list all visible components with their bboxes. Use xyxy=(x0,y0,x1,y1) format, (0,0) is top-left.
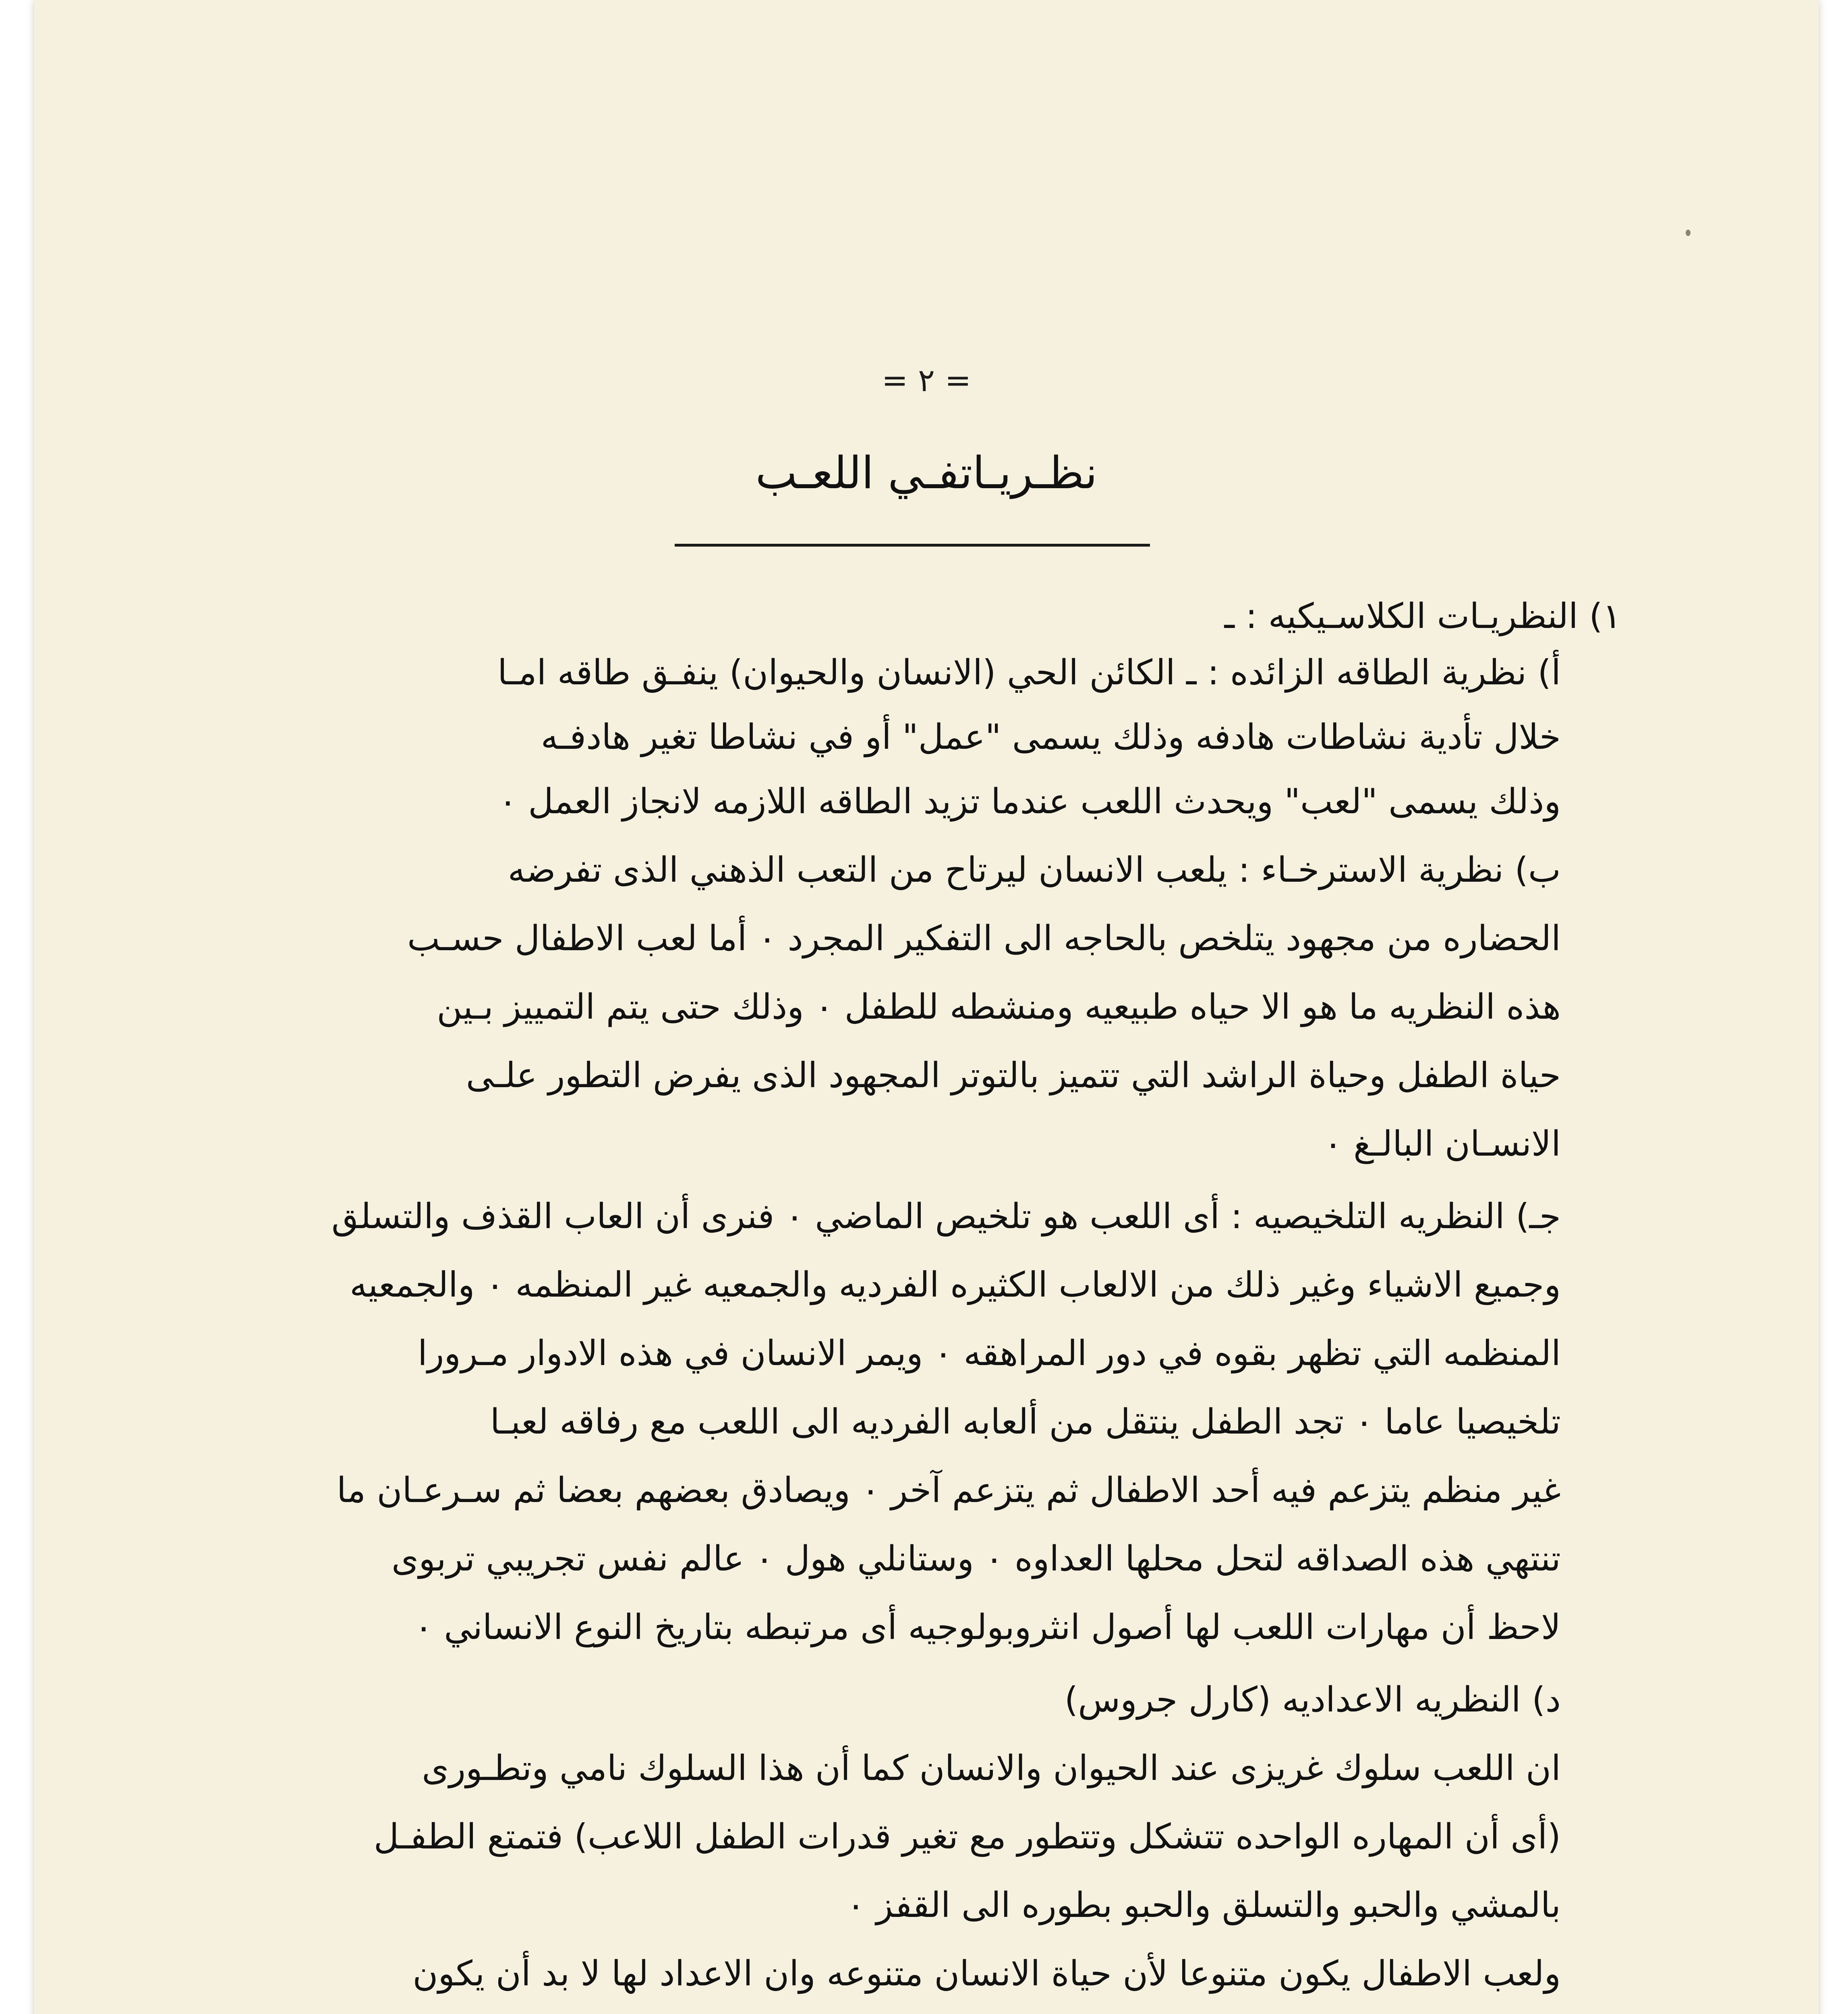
text-line: جـ) النظريه التلخيصيه : أى اللعب هو تلخيص الماضي ٠ فنرى أن العاب القذف والتسلق xyxy=(331,1196,1561,1237)
page-title: نظـريـاتفـي اللعـب xyxy=(755,447,1098,499)
text-line: تلخيصيا عاما ٠ تجد الطفل ينتقل من ألعابه الفرديه الى اللعب مع رفاقه لعبـا xyxy=(490,1402,1561,1442)
text-line: تنتهي هذه الصداقه لتحل محلها العداوه ٠ وستانلي هول ٠ عالم نفس تجريبي تربوى xyxy=(392,1539,1561,1579)
page-number: = ٢ = xyxy=(881,363,972,399)
text-line: الانسـان البالـغ ٠ xyxy=(1324,1124,1561,1164)
title-underline xyxy=(675,544,1150,547)
text-line: لاحظ أن مهارات اللعب لها أصول انثروبولوجيه أى مرتبطه بتاريخ النوع الانساني ٠ xyxy=(414,1607,1561,1647)
text-line: وذلك يسمى "لعب" ويحدث اللعب عندما تزيد الطاقه اللازمه لانجاز العمل ٠ xyxy=(498,781,1561,822)
text-line: بالمشي والحبو والتسلق والحبو بطوره الى القفز ٠ xyxy=(846,1885,1561,1925)
text-line: غير منظم يتزعم فيه أحد الاطفال ثم يتزعم آخر ٠ ويصادق بعضهم بعضا ثم سـرعـان ما xyxy=(336,1470,1561,1510)
text-line: الحضاره من مجهود يتلخص بالحاجه الى التفكير المجرد ٠ أما لعب الاطفال حسـب xyxy=(407,918,1561,959)
text-line: خلال تأدية نشاطات هادفه وذلك يسمى "عمل" أو في نشاطا تغير هادفـه xyxy=(541,717,1561,757)
text-line: هذه النظريه ما هو الا حياه طبيعيه ومنشطه للطفل ٠ وذلك حتى يتم التمييز بـين xyxy=(437,987,1561,1027)
text-line: د) النظريه الاعداديه (كارل جروس) xyxy=(1064,1680,1561,1720)
text-line: المنظمه التي تظهر بقوه في دور المراهقه ٠ ويمر الانسان في هذه الادوار مـرورا xyxy=(417,1333,1561,1374)
text-line: ان اللعب سلوك غريزى عند الحيوان والانسان كما أن هذا السلوك نامي وتطـورى xyxy=(422,1748,1561,1788)
section-heading-classical: ١) النظريـات الكلاسـيكيه : ـ xyxy=(1224,596,1621,636)
document-page xyxy=(34,0,1819,2014)
text-line: ب) نظرية الاسترخـاء : يلعب الانسان ليرتاح من التعب الذهني الذى تفرضه xyxy=(508,850,1561,890)
text-line: حياة الطفل وحياة الراشد التي تتميز بالتوتر المجهود الذى يفرض التطور علـى xyxy=(466,1055,1561,1096)
paper-speck xyxy=(1686,230,1691,236)
text-line: أ) نظرية الطاقه الزائده : ـ الكائن الحي (الانسان والحيوان) ينفـق طاقه امـا xyxy=(497,653,1561,693)
text-line: وجميع الاشياء وغير ذلك من الالعاب الكثيره الفرديه والجمعيه غير المنظمه ٠ والجمعيه xyxy=(350,1265,1561,1305)
text-line: (أى أن المهاره الواحده تتشكل وتتطور مع تغير قدرات الطفل اللاعب) فتمتع الطفـل xyxy=(373,1817,1561,1857)
text-line: ولعب الاطفال يكون متنوعا لأن حياة الانسان متنوعه وان الاعداد لها لا بد أن يكون xyxy=(412,1954,1561,1994)
